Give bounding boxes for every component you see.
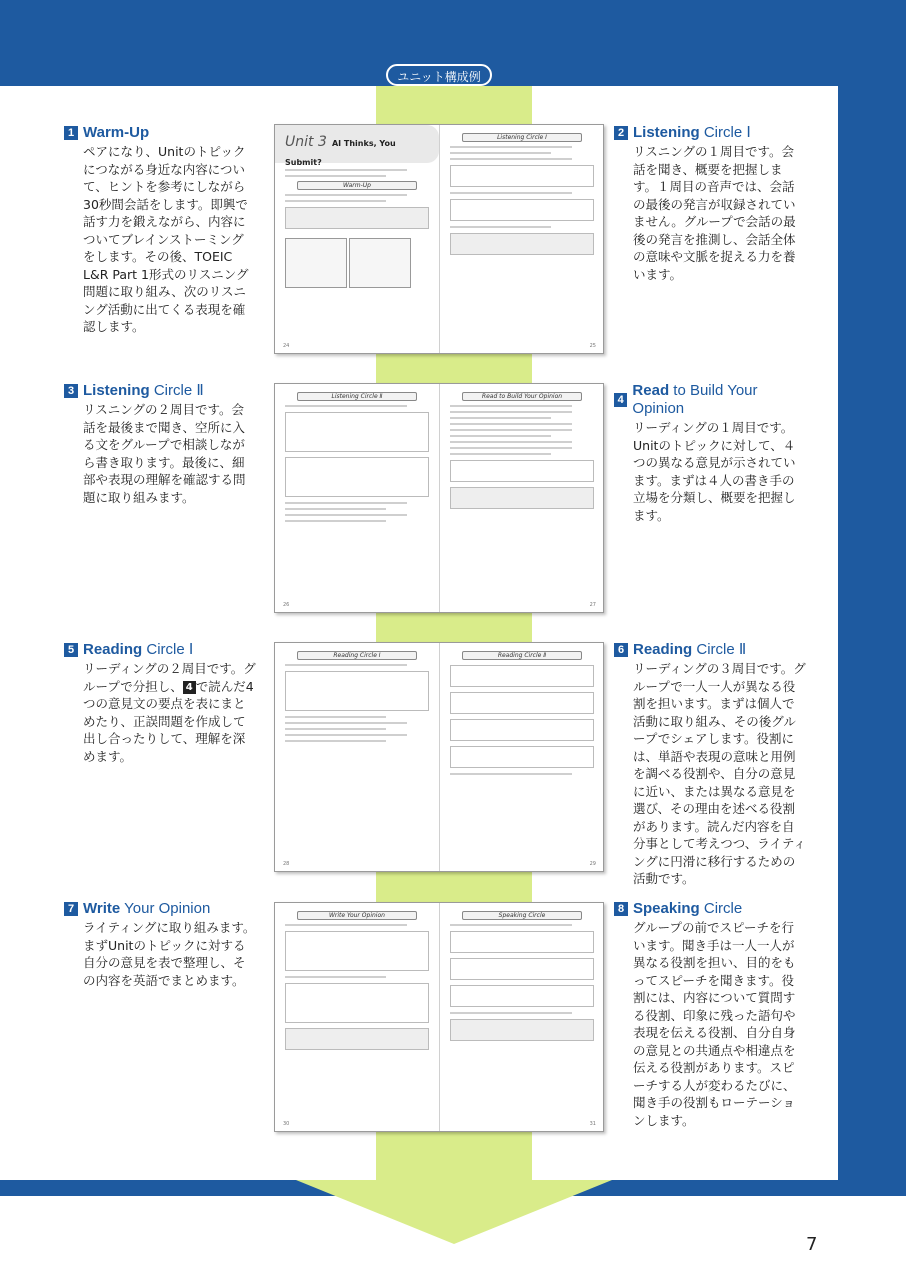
- role-box: [450, 931, 594, 953]
- text-line: [285, 194, 407, 196]
- section-number: 4: [614, 393, 627, 407]
- spread-thumbnail-write-speak: [274, 902, 604, 1132]
- section-body: ペアになり、Unitのトピックにつながる身近な内容について、ヒントを参考にしながら30秒間会話をします。即興で話す力を鍛えながら、内容についてブレインストーミングをします。その後、TOEIC L&R Part 1形式のリスニング問題に取り組み、次のリスニング活動に出てくる表現を確認します。: [83, 144, 249, 334]
- writing-lines: [285, 983, 429, 1023]
- activity-title: Reading Circle Ⅰ: [297, 651, 417, 660]
- text-line: [450, 447, 572, 449]
- section-speaking-circle: [614, 900, 806, 1129]
- inline-section-ref: 4: [183, 681, 196, 694]
- activity-title: Speaking Circle: [462, 911, 582, 920]
- page-number-right: 27: [589, 602, 596, 608]
- section-title-rest: to Build Your Opinion: [632, 382, 758, 417]
- text-line: [450, 435, 551, 437]
- section-title-rest: Your Opinion: [120, 900, 211, 917]
- text-line: [450, 429, 572, 431]
- section-body: グループの前でスピーチを行います。聞き手は一人一人が異なる役割を担い、目的をもってスピーチを聞きます。役割には、内容について質問する役割、印象に残った語句や表現を伝える役割、自分自身の意見との共通点や相違点を伝える役割があります。スピーチする人が変わるたびに、聞き手の役割もローテーションします。: [633, 920, 796, 1128]
- section-body-part: リーディングの２周目です。グループで分担し、: [83, 661, 256, 694]
- section-reading-circle-1: [64, 641, 256, 765]
- section-write-your-opinion: [64, 900, 256, 989]
- section-number: 5: [64, 643, 78, 657]
- section-body: [83, 660, 256, 765]
- section-reading-circle-2: [614, 641, 806, 888]
- summary-table: [285, 671, 429, 711]
- page-number-left: 28: [283, 861, 290, 867]
- page-number-right: 31: [589, 1121, 596, 1127]
- text-line: [450, 192, 572, 194]
- text-line: [450, 924, 572, 926]
- thumbnail-right-page: [440, 903, 604, 1131]
- section-heading: [614, 124, 806, 142]
- section-number: 1: [64, 126, 78, 140]
- section-warm-up: [64, 124, 256, 336]
- role-box: [450, 665, 594, 687]
- section-number: 7: [64, 902, 78, 916]
- thumbnail-right-page: [440, 384, 604, 612]
- text-line: [450, 423, 572, 425]
- activity-title: Listening Circle Ⅰ: [462, 133, 582, 142]
- text-line: [285, 716, 386, 718]
- role-box: [450, 719, 594, 741]
- section-listening-circle-1: [614, 124, 806, 283]
- text-line: [285, 200, 386, 202]
- section-heading: [64, 900, 256, 918]
- answer-box: [450, 199, 594, 221]
- dialogue-box: [285, 412, 429, 452]
- section-body: リーディングの１周目です。Unitのトピックに対して、４つの異なる意見が示されています。まずは４人の書き手の立場を分類し、概要を把握します。: [633, 420, 796, 523]
- text-line: [450, 773, 572, 775]
- activity-title: Read to Build Your Opinion: [462, 392, 582, 401]
- section-title-rest: Circle Ⅱ: [692, 641, 747, 658]
- text-line: [450, 411, 572, 413]
- thumbnail-left-page: [275, 643, 439, 871]
- section-title-rest: Circle Ⅱ: [149, 382, 204, 399]
- section-body: リーディングの３周目です。グループで一人一人が異なる役割を担います。まずは個人で活動に取り組み、その後グループでシェアします。役割には、単語や表現の意味と用例を調べる役割や、自分の意見に近い、または異なる意見を選び、その理由を述べる役割があります。読んだ内容を自分事として考えつつ、ライティングに円滑に移行するための活動です。: [633, 661, 806, 886]
- page-number: 7: [806, 1234, 818, 1255]
- section-title-bold: Warm-Up: [83, 124, 150, 141]
- section-number: 8: [614, 902, 628, 916]
- unit-structure-badge: ユニット構成例: [386, 64, 492, 86]
- section-read-to-build: [614, 382, 806, 524]
- page-number-left: 26: [283, 602, 290, 608]
- section-heading: [614, 641, 806, 659]
- section-number: 6: [614, 643, 628, 657]
- section-number: 3: [64, 384, 78, 398]
- text-line: [450, 441, 572, 443]
- text-line: [285, 175, 386, 177]
- illustration: [285, 238, 347, 288]
- section-title-rest: Circle: [699, 900, 743, 917]
- text-line: [285, 924, 407, 926]
- note-box: [450, 233, 594, 255]
- section-title-bold: Listening: [83, 382, 150, 399]
- note-box: [285, 1028, 429, 1050]
- section-listening-circle-2: [64, 382, 256, 506]
- section-body: リスニングの１周目です。会話を聞き、概要を把握します。１周目の音声では、会話の最後の発言が収録されていません。グループで会話の最後の発言を推測し、会話全体の意味や文脈を捉える力を養います。: [633, 144, 796, 282]
- text-line: [285, 976, 386, 978]
- spread-thumbnail-listening2: [274, 383, 604, 613]
- section-title-bold: Speaking: [633, 900, 700, 917]
- text-line: [285, 722, 407, 724]
- text-line: [450, 146, 572, 148]
- section-body: ライティングに取り組みます。まずUnitのトピックに対する自分の意見を表で整理し、その内容を英語でまとめます。: [83, 920, 256, 988]
- text-line: [450, 158, 572, 160]
- unit-title: AI Thinks, You Submit?: [285, 139, 396, 167]
- right-edge-band: [838, 86, 906, 1196]
- text-line: [450, 226, 551, 228]
- text-line: [450, 417, 551, 419]
- section-body: リスニングの２周目です。会話を最後まで聞き、空所に入る文をグループで相談しながら書き取ります。最後に、細部や表現の理解を確認する問題に取り組みます。: [83, 402, 246, 505]
- activity-title: Write Your Opinion: [297, 911, 417, 920]
- thumbnail-left-page: [275, 903, 439, 1131]
- flow-arrow-head: [296, 1180, 612, 1244]
- thumbnail-left-page: [275, 125, 439, 353]
- opinion-table: [285, 931, 429, 971]
- text-line: [285, 734, 407, 736]
- activity-title: Warm-Up: [297, 181, 417, 190]
- illustration: [349, 238, 411, 288]
- activity-title: Listening Circle Ⅱ: [297, 392, 417, 401]
- text-line: [285, 664, 407, 666]
- text-line: [450, 152, 551, 154]
- section-title-bold: Reading: [83, 641, 143, 658]
- dialogue-box: [285, 457, 429, 497]
- text-line: [285, 514, 407, 516]
- page-number-left: 24: [283, 343, 290, 349]
- page-number-right: 25: [589, 343, 596, 349]
- section-heading: [64, 382, 256, 400]
- text-line: [285, 169, 407, 171]
- unit-number: Unit 3: [285, 134, 327, 150]
- section-number: 2: [614, 126, 628, 140]
- hint-box: [285, 207, 429, 229]
- section-heading: [614, 382, 806, 418]
- table-box: [450, 460, 594, 482]
- table-box: [450, 165, 594, 187]
- thumbnail-right-page: [440, 643, 604, 871]
- text-line: [285, 728, 386, 730]
- note-box: [450, 487, 594, 509]
- section-heading: [64, 124, 256, 142]
- section-title-bold: Read: [632, 382, 670, 399]
- section-title-rest: Circle Ⅰ: [699, 124, 751, 141]
- thumbnail-left-page: [275, 384, 439, 612]
- spread-thumbnail-warmup: [274, 124, 604, 354]
- text-line: [285, 740, 386, 742]
- page-number-right: 29: [589, 861, 596, 867]
- section-heading: [614, 900, 806, 918]
- section-title-rest: Circle Ⅰ: [142, 641, 194, 658]
- role-box: [450, 958, 594, 980]
- section-heading: [64, 641, 256, 659]
- role-box: [450, 746, 594, 768]
- text-line: [285, 508, 386, 510]
- text-line: [450, 405, 572, 407]
- unit-header: [275, 125, 439, 167]
- section-title-bold: Reading: [633, 641, 693, 658]
- page-number-left: 30: [283, 1121, 290, 1127]
- role-box: [450, 985, 594, 1007]
- section-body-part: で読んだ4つの意見文の要点を表にまとめたり、正誤問題を作成して出し合ったりして、理解を深めます。: [83, 678, 254, 764]
- text-line: [450, 453, 551, 455]
- thumbnail-right-page: [440, 125, 604, 353]
- section-title-bold: Write: [83, 900, 121, 917]
- text-line: [285, 502, 407, 504]
- spread-thumbnail-reading: [274, 642, 604, 872]
- section-title-bold: Listening: [633, 124, 700, 141]
- role-box: [450, 692, 594, 714]
- text-line: [285, 405, 407, 407]
- text-line: [450, 1012, 572, 1014]
- text-line: [285, 520, 386, 522]
- activity-title: Reading Circle Ⅱ: [462, 651, 582, 660]
- note-box: [450, 1019, 594, 1041]
